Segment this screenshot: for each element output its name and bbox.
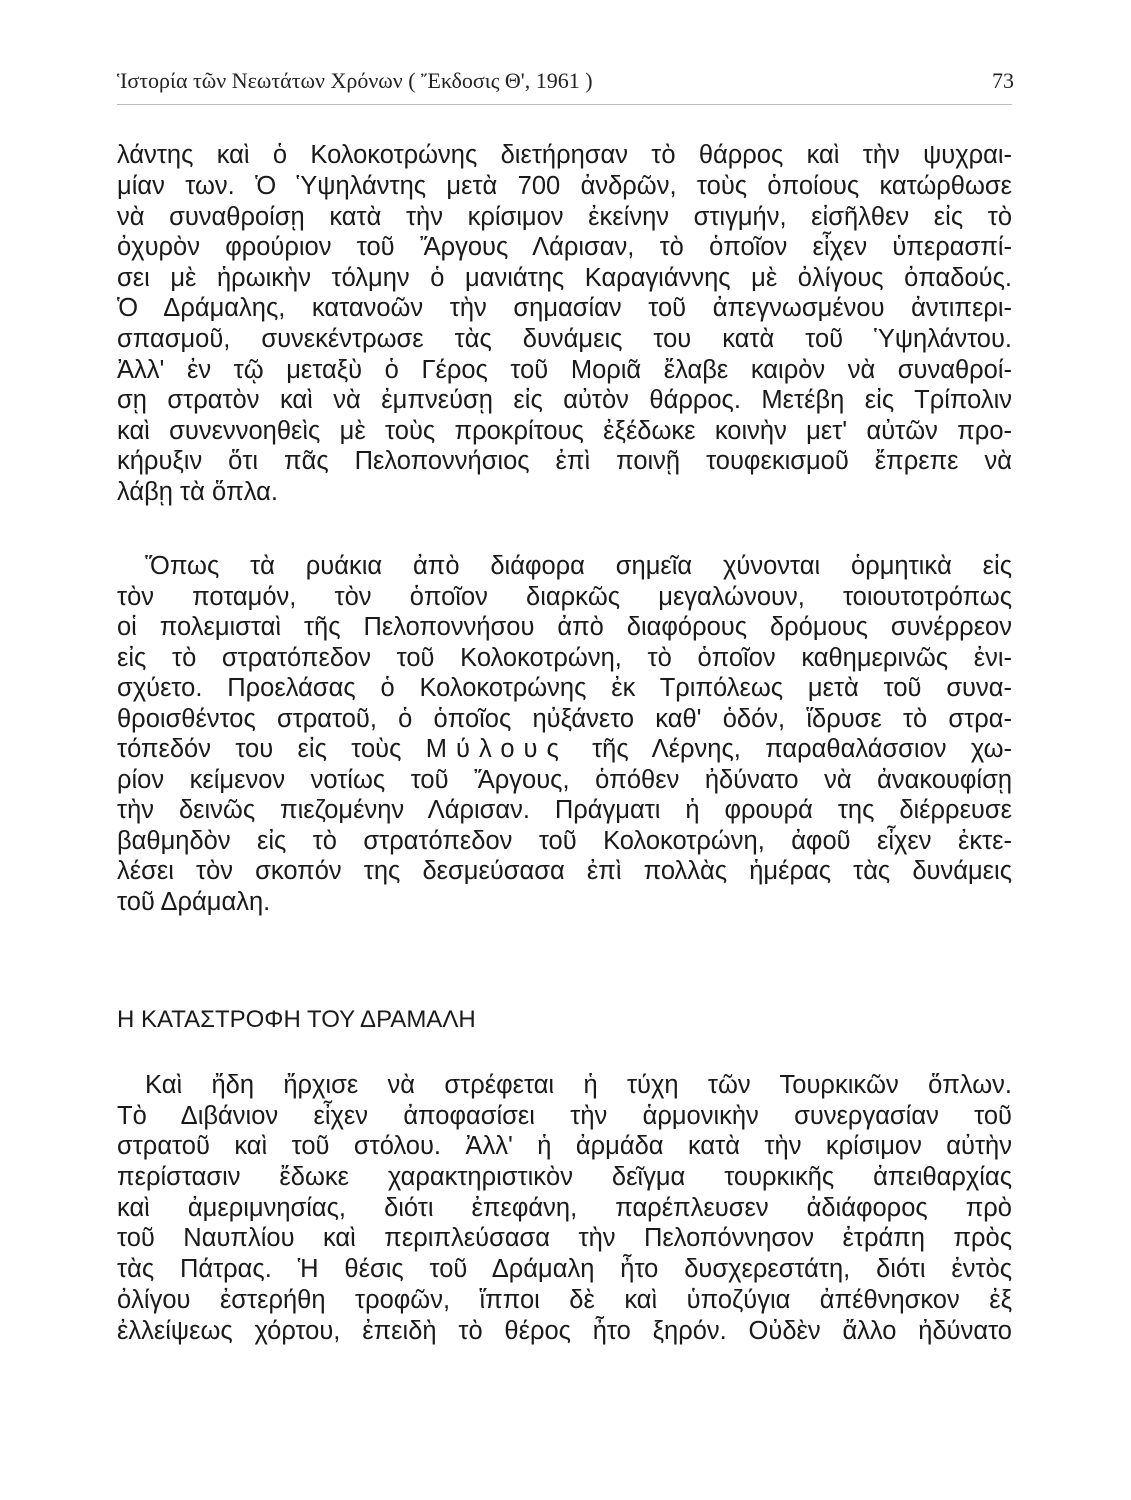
text-line: εἰς τὸ στρατόπεδον τοῦ Κολοκοτρώνη, τὸ ὁποῖον καθημερινῶς ἐνι- <box>117 644 1012 672</box>
text-line: τὴν δεινῶς πιεζομένην Λάρισαν. Πράγματι ἡ φρουρά της διέρρευσε <box>117 796 1012 824</box>
text-line: Ἀλλ' ἐν τῷ μεταξὺ ὁ Γέρος τοῦ Μοριᾶ ἔλαβε καιρὸν νὰ συναθροί- <box>117 356 1012 384</box>
text-line <box>117 734 1012 764</box>
text-line: οἱ πολεμισταὶ τῆς Πελοποννήσου ἀπὸ διαφόρους δρόμους συνέρρεον <box>117 613 1012 641</box>
text-line: τὰς Πάτρας. Ἡ θέσις τοῦ Δράμαλη ἦτο δυσχερεστάτη, διότι ἐντὸς <box>117 1255 1012 1283</box>
text-line: λέσει τὸν σκοπόν της δεσμεύσασα ἐπὶ πολλὰς ἡμέρας τὰς δυνάμεις <box>117 857 1012 885</box>
text-line: κήρυξιν ὅτι πᾶς Πελοποννήσιος ἐπὶ ποινῇ τουφεκισμοῦ ἔπρεπε νὰ <box>117 447 1012 475</box>
text-line: μίαν των. Ὁ Ὑψηλάντης μετὰ 700 ἀνδρῶν, τοὺς ὁποίους κατώρθωσε <box>117 172 1012 200</box>
text-line: σει μὲ ἡρωικὴν τόλμην ὁ μανιάτης Καραγιάννης μὲ ὀλίγους ὀπαδούς. <box>117 264 1012 292</box>
running-header-title: Ἱστορία τῶν Νεωτάτων Χρόνων ( Ἔκδοσις Θ', 1961 ) <box>117 68 593 93</box>
text-line: ὀλίγου ἐστερήθη τροφῶν, ἵπποι δὲ καὶ ὑποζύγια ἀπέθνησκον ἐξ <box>117 1286 1012 1314</box>
text-line: σχύετο. Προελάσας ὁ Κολοκοτρώνης ἐκ Τριπόλεως μετὰ τοῦ συνα- <box>117 674 1012 702</box>
text-line: τοῦ Ναυπλίου καὶ περιπλεύσασα τὴν Πελοπόννησον ἐτράπη πρὸς <box>117 1224 1012 1252</box>
text-line: καὶ συνεννοηθεὶς μὲ τοὺς προκρίτους ἐξέδωκε κοινὴν μετ' αὐτῶν προ- <box>117 417 1012 445</box>
text-fragment: τῆς Λέρνης, παραθαλάσσιον χω- <box>592 735 1012 763</box>
text-line: Τὸ Διβάνιον εἶχεν ἀποφασίσει τὴν ἁρμονικὴν συνεργασίαν τοῦ <box>117 1102 1012 1130</box>
text-line: καὶ ἀμεριμνησίας, διότι ἐπεφάνη, παρέπλευσεν ἀδιάφορος πρὸ <box>117 1194 1012 1222</box>
section-heading: Η ΚΑΤΑΣΤΡΟΦΗ ΤΟΥ ΔΡΑΜΑΛΗ <box>117 1006 476 1033</box>
text-line: στρατοῦ καὶ τοῦ στόλου. Ἀλλ' ἡ ἀρμάδα κατὰ τὴν κρίσιμον αὐτὴν <box>117 1132 1012 1160</box>
text-line: περίστασιν ἔδωκε χαρακτηριστικὸν δεῖγμα τουρκικῆς ἀπειθαρχίας <box>117 1163 1012 1191</box>
text-line: σῃ στρατὸν καὶ νὰ ἐμπνεύσῃ εἰς αὐτὸν θάρρος. Μετέβη εἰς Τρίπολιν <box>117 386 1012 414</box>
text-line: ὀχυρὸν φρούριον τοῦ Ἄργους Λάρισαν, τὸ ὁποῖον εἶχεν ὑπερασπί- <box>117 233 1012 261</box>
spaced-emphasis: Μύλους <box>425 735 568 763</box>
text-line: Καὶ ἤδη ἤρχισε νὰ στρέφεται ἡ τύχη τῶν Τουρκικῶν ὅπλων. <box>145 1071 1012 1099</box>
text-line: τὸν ποταμόν, τὸν ὁποῖον διαρκῶς μεγαλώνουν, τοιουτοτρόπως <box>117 583 1012 611</box>
header-rule <box>117 104 1012 105</box>
text-line: ἐλλείψεως χόρτου, ἐπειδὴ τὸ θέρος ἦτο ξηρόν. Οὐδὲν ἄλλο ἠδύνατο <box>117 1317 1012 1345</box>
text-line: νὰ συναθροίσῃ κατὰ τὴν κρίσιμον ἐκείνην στιγμήν, εἰσῆλθεν εἰς τὸ <box>117 203 1012 231</box>
text-fragment: τόπεδόν του εἰς τοὺς <box>117 735 402 763</box>
text-line: ρίον κείμενον νοτίως τοῦ Ἄργους, ὁπόθεν ἠδύνατο νὰ ἀνακουφίσῃ <box>117 766 1012 794</box>
text-line: τοῦ Δράμαλη. <box>117 888 271 916</box>
text-line: βαθμηδὸν εἰς τὸ στρατόπεδον τοῦ Κολοκοτρώνη, ἀφοῦ εἶχεν ἐκτε- <box>117 827 1012 855</box>
text-line: Ὁ Δράμαλης, κατανοῶν τὴν σημασίαν τοῦ ἀπεγνωσμένου ἀντιπερι- <box>117 294 1012 322</box>
text-line: Ὅπως τὰ ρυάκια ἀπὸ διάφορα σημεῖα χύνονται ὁρμητικὰ εἰς <box>145 552 1012 580</box>
page-number: 73 <box>992 68 1014 93</box>
text-line: λάβῃ τὰ ὅπλα. <box>117 478 278 506</box>
text-line: σπασμοῦ, συνεκέντρωσε τὰς δυνάμεις του κατὰ τοῦ Ὑψηλάντου. <box>117 325 1012 353</box>
text-line: λάντης καὶ ὁ Κολοκοτρώνης διετήρησαν τὸ θάρρος καὶ τὴν ψυχραι- <box>117 141 1012 169</box>
text-line: θροισθέντος στρατοῦ, ὁ ὁποῖος ηὐξάνετο καθ' ὁδόν, ἵδρυσε τὸ στρα- <box>117 705 1012 733</box>
